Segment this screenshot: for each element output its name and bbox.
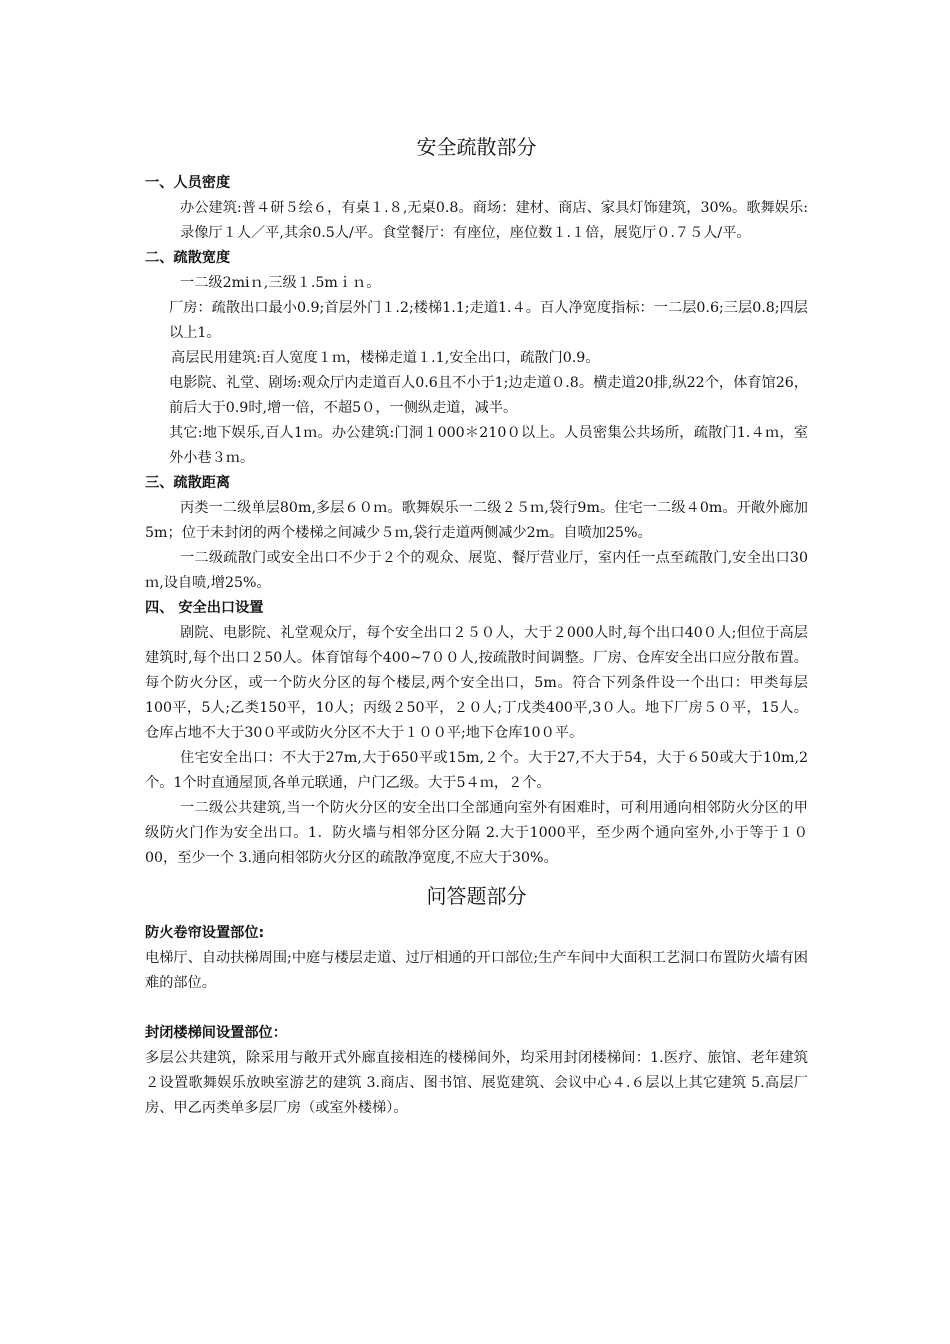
heading-occupant-density: 一、人员密度 <box>145 175 231 191</box>
heading-evacuation-width: 二、疏散宽度 <box>145 250 231 266</box>
paragraph-distance-2: 一二级疏散门或安全出口不少于２个的观众、展览、餐厅营业厅，室内任一点至疏散门,安全出口30ｍ,设自喷,增25%。 <box>145 550 808 591</box>
paragraph-fire-shutter: 电梯厅、自动扶梯周围;中庭与楼层走道、过厅相通的开口部位;生产车间中大面积工艺洞口布置防火墙有困难的部位。 <box>145 950 808 991</box>
document-page <box>145 132 808 1121</box>
heading-fire-shutter: 防火卷帘设置部位: <box>145 925 265 941</box>
paragraph-width-other: 其它:地下娱乐,百人1ｍ。办公建筑:门洞１000＊210０以上。人员密集公共场所，疏散门1.４ｍ，室外小巷３ｍ。 <box>169 425 808 466</box>
paragraph-distance-1: 丙类一二级单层80m,多层６０ｍ。歌舞娱乐一二级２５ｍ,袋行9m。住宅一二级４0m。开敞外廊加5m；位于未封闭的两个楼梯之间减少５ｍ,袋行走道两侧减少2m。自喷加25%。 <box>145 500 808 541</box>
paragraph-width-factory: 厂房：疏散出口最小0.9;首层外门１.2;楼梯1.1;走道1.４。百人净宽度指标：一二层0.6;三层0.8;四层以上1。 <box>169 300 808 341</box>
paragraph-occupant-density: 办公建筑:普４研５绘６，有桌１.８,无桌0.8。商场：建材、商店、家具灯饰建筑，30%。歌舞娱乐:录像厅１人／平,其余0.5人/平。食堂餐厅：有座位，座位数１.１倍，展览厅０.７５人/平。 <box>180 200 808 241</box>
section-title-qa: 问答题部分 <box>426 884 527 908</box>
blank-line <box>145 996 808 1021</box>
paragraph-width-general: 一二级2miｎ,三级１.5mｉｎ。 <box>180 275 381 291</box>
heading-enclosed-stair: 封闭楼梯间设置部位： <box>145 1025 287 1041</box>
paragraph-width-highrise: 高层民用建筑:百人宽度１ｍ，楼梯走道１.1,安全出口，疏散门0.9。 <box>171 350 600 366</box>
paragraph-width-theater: 电影院、礼堂、剧场:观众厅内走道百人0.6且不小于1;边走道０.8。横走道20排,纵22个，体育馆26，前后大于0.9时,增一倍，不超5０，一侧纵走道，减半。 <box>169 375 808 416</box>
paragraph-exit-1: 剧院、电影院、礼堂观众厅，每个安全出口２５０人，大于２000人时,每个出口40０人;但位于高层建筑时,每个出口２50人。体育馆每个400~7００人,按疏散时间调整。厂房、仓库安全出口应分散布置。每个防火分区，或一个防火分区的每个楼层,两个安全出口，5m。符合下列条件设一个出口：甲类每层100平，5人;乙类150平，10人；丙级２50平，２０人;丁戊类400平,3０人。地下厂房５０平，15人。仓库占地不大于30０平或防火分区不大于１００平;地下仓库10０平。 <box>145 625 808 741</box>
paragraph-exit-2: 住宅安全出口：不大于27m,大于650平或15m,２个。大于27,不大于54，大于６50或大于10m,2个。1个时直通屋顶,各单元联通，户门乙级。大于5４ｍ，２个。 <box>145 750 808 791</box>
paragraph-enclosed-stair: 多层公共建筑，除采用与敞开式外廊直接相连的楼梯间外，均采用封闭楼梯间：1.医疗、旅馆、老年建筑２设置歌舞娱乐放映室游艺的建筑 3.商店、图书馆、展览建筑、会议中心４.６层以上其它建筑 5.高层厂房、甲乙丙类单多层厂房（或室外楼梯）。 <box>145 1050 808 1116</box>
heading-evacuation-distance: 三、疏散距离 <box>145 475 231 491</box>
heading-exit-setting: 四、 安全出口设置 <box>145 600 264 616</box>
paragraph-exit-3: 一二级公共建筑,当一个防火分区的安全出口全部通向室外有困难时，可利用通向相邻防火分区的甲级防火门作为安全出口。1．防火墙与相邻分区分隔 2.大于1000平，至少两个通向室外,小于等于１０00，至少一个 3.通向相邻防火分区的疏散净宽度,不应大于30%。 <box>145 800 808 866</box>
section-title-evacuation: 安全疏散部分 <box>416 135 537 159</box>
